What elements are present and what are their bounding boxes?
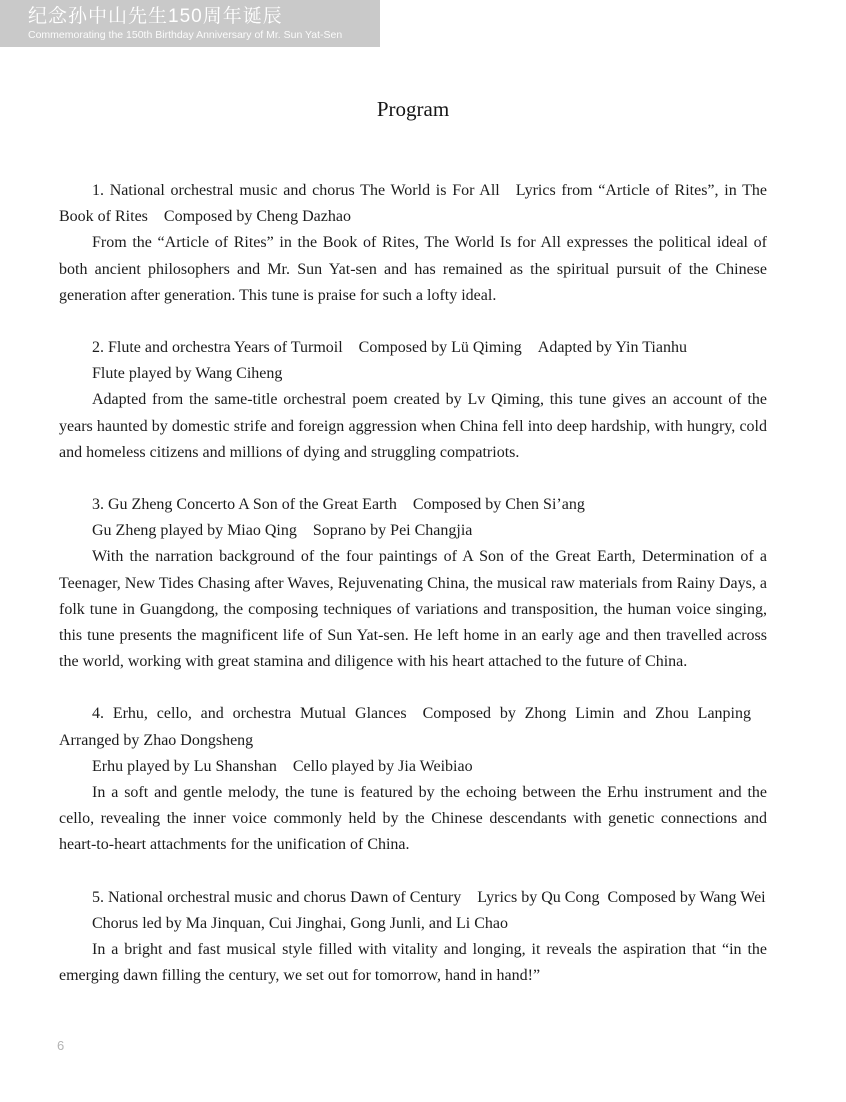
header-banner	[0, 0, 380, 47]
page-number: 6	[57, 1038, 65, 1053]
program-item-heading: 4. Erhu, cello, and orchestra Mutual Glances Composed by Zhong Limin and Zhou Lanping Arranged by Zhao Dongsheng	[59, 705, 767, 749]
program-item-heading: 2. Flute and orchestra Years of Turmoil Composed by Lü Qiming Adapted by Yin Tianhu	[92, 339, 687, 357]
program-item	[59, 178, 767, 309]
program-item-performers: Chorus led by Ma Jinquan, Cui Jinghai, Gong Junli, and Li Chao	[92, 914, 508, 932]
program-item	[59, 701, 767, 858]
program-item-performers: Flute played by Wang Ciheng	[92, 365, 283, 383]
page-title: Program	[376, 97, 450, 121]
program-item	[59, 492, 767, 675]
program-item-heading: 5. National orchestral music and chorus Dawn of Century Lyrics by Qu Cong Composed by Wang Wei	[92, 888, 766, 906]
program-item-heading: 3. Gu Zheng Concerto A Son of the Great Earth Composed by Chen Si’ang	[92, 496, 585, 514]
program-item-description: In a soft and gentle melody, the tune is featured by the echoing between the Erhu instrument and the cello, revealing the inner voice commonly held by the Chinese descendants with genetic connections and heart-to-heart attachments for the unification of China.	[59, 784, 767, 854]
banner-subtitle-english: Commemorating the 150th Birthday Anniversary of Mr. Sun Yat-Sen	[28, 29, 343, 41]
program-item-description: Adapted from the same-title orchestral poem created by Lv Qiming, this tune gives an account of the years haunted by domestic strife and foreign aggression when China fell into deep hardship, with hungry, cold and homeless citizens and millions of dying and struggling compatriots.	[59, 391, 767, 461]
program-item-description: With the narration background of the four paintings of A Son of the Great Earth, Determination of a Teenager, New Tides Chasing after Waves, Rejuvenating China, the musical raw materials from Rainy Days, a folk tune in Guangdong, the composing techniques of variations and transposition, the human voice singing, this tune presents the magnificent life of Sun Yat-sen. He left home in an early age and then travelled across the world, working with great stamina and diligence with his heart attached to the future of China.	[59, 548, 767, 671]
program-item-performers: Gu Zheng played by Miao Qing Soprano by Pei Changjia	[92, 522, 473, 540]
program-item	[59, 885, 767, 990]
program-item-performers: Erhu played by Lu Shanshan Cello played by Jia Weibiao	[92, 757, 473, 775]
program-item-description: In a bright and fast musical style filled with vitality and longing, it reveals the aspiration that “in the emerging dawn filling the century, we set out for tomorrow, hand in hand!”	[59, 941, 767, 985]
program-item-description: From the “Article of Rites” in the Book of Rites, The World Is for All expresses the political ideal of both ancient philosophers and Mr. Sun Yat-sen and has remained as the spiritual pursuit of the Chinese generation after generation. This tune is praise for such a lofty ideal.	[59, 234, 767, 304]
program-item-heading: 1. National orchestral music and chorus The World is For All Lyrics from “Article of Rites”, in The Book of Rites Composed by Cheng Dazhao	[59, 182, 767, 226]
program-item	[59, 335, 767, 466]
program-list	[59, 178, 767, 989]
banner-title-chinese: 纪念孙中山先生150周年诞辰	[28, 6, 283, 27]
